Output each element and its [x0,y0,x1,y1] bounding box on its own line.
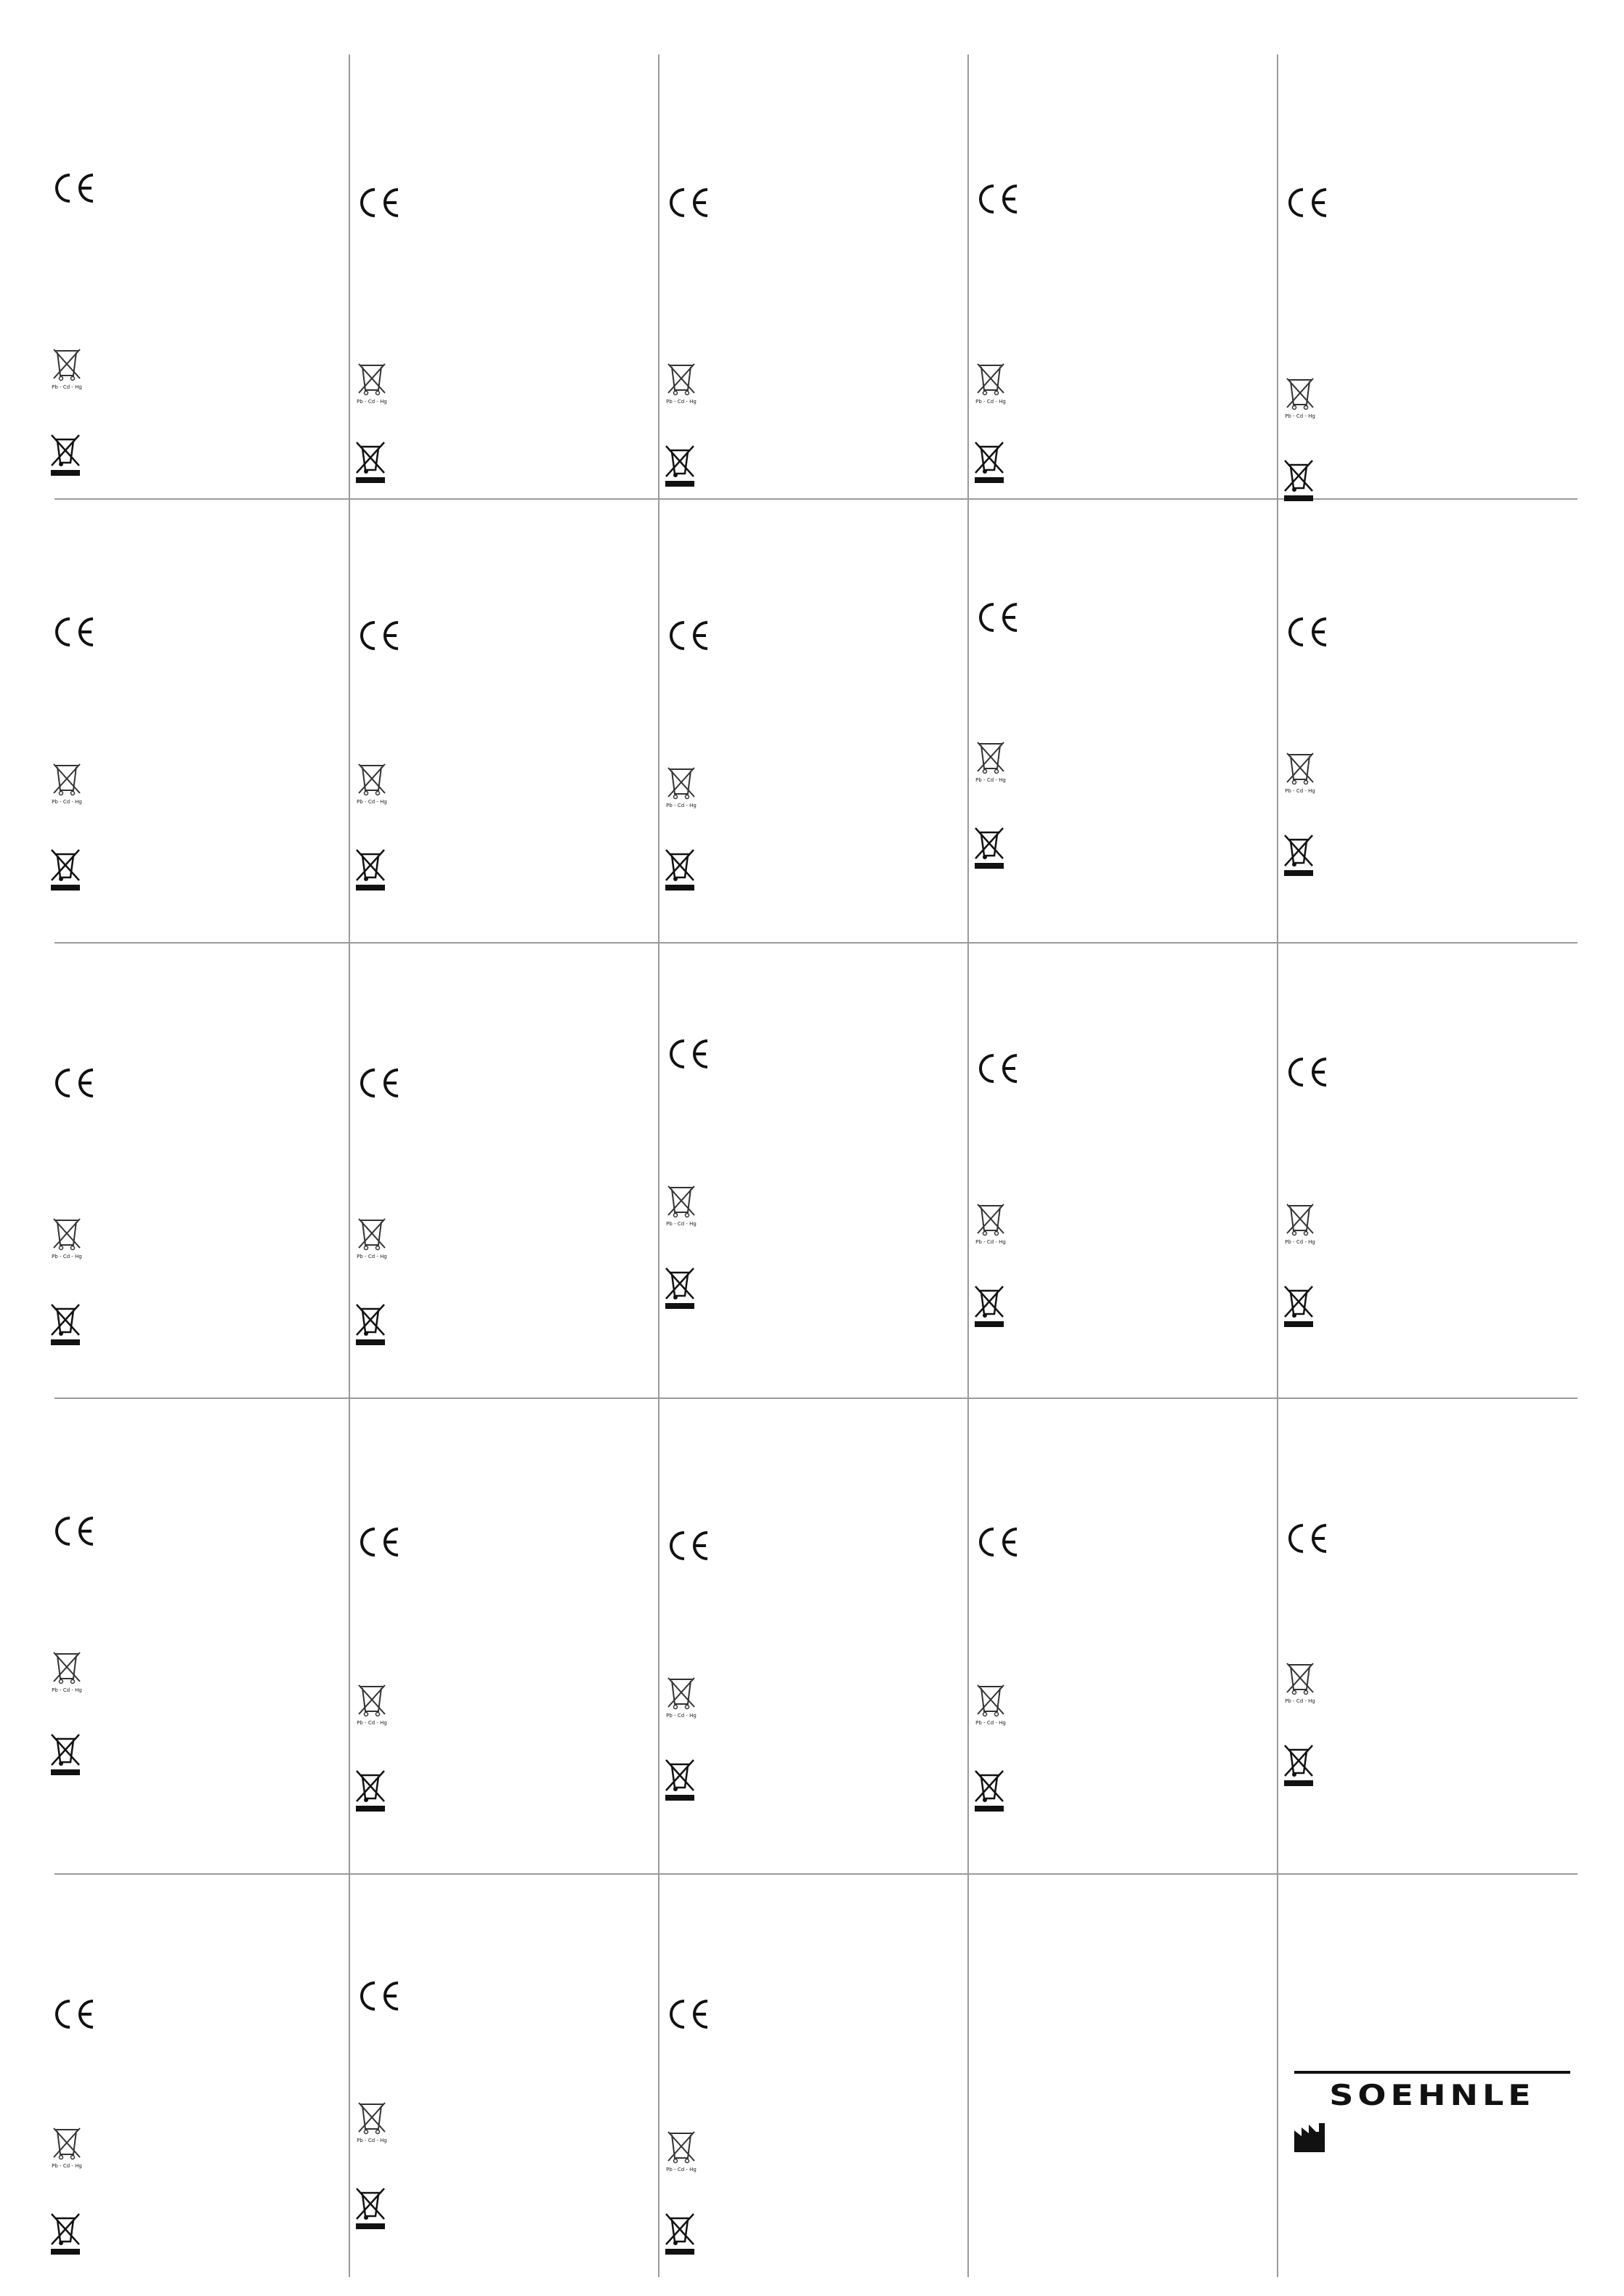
ce-mark-icon [667,618,712,653]
battery-disposal-icon [356,1214,388,1262]
ce-mark-icon [357,185,402,220]
battery-chem-label: Pb - Cd - Hg [52,384,82,390]
battery-disposal-icon [1284,374,1316,422]
weee-bin-icon [664,1265,696,1310]
battery-disposal-icon [1284,1659,1316,1707]
ce-mark-icon [357,1066,402,1100]
factory-icon [1294,2123,1326,2152]
ce-mark-icon [976,600,1021,635]
ce-mark-icon [52,1514,97,1549]
weee-bin-icon [973,1768,1005,1813]
battery-disposal-icon [51,2124,83,2172]
column-divider [1277,54,1278,2277]
weee-bin-icon [49,1302,81,1347]
battery-chem-label: Pb - Cd - Hg [52,2163,82,2169]
weee-bin-icon [354,439,386,484]
battery-chem-label: Pb - Cd - Hg [1285,1239,1315,1245]
ce-mark-icon [52,1066,97,1100]
ce-mark-icon [667,185,712,220]
battery-chem-label: Pb - Cd - Hg [1285,1698,1315,1704]
weee-bin-icon [49,432,81,477]
weee-bin-icon [49,847,81,892]
battery-chem-label: Pb - Cd - Hg [357,2138,387,2143]
weee-bin-icon [973,1283,1005,1328]
column-divider [658,54,659,2277]
ce-mark-icon [52,171,97,206]
weee-bin-icon [1283,832,1315,877]
battery-chem-label: Pb - Cd - Hg [666,1221,697,1227]
battery-chem-label: Pb - Cd - Hg [357,1254,387,1259]
weee-bin-icon [49,1732,81,1777]
weee-bin-icon [354,1302,386,1347]
battery-chem-label: Pb - Cd - Hg [975,1720,1006,1726]
ce-mark-icon [976,182,1021,216]
weee-bin-icon [664,2211,696,2256]
weee-bin-icon [1283,1283,1315,1328]
battery-chem-label: Pb - Cd - Hg [975,777,1006,783]
column-divider [349,54,350,2277]
weee-bin-icon [664,1757,696,1802]
weee-bin-icon [664,847,696,892]
battery-chem-label: Pb - Cd - Hg [1285,413,1315,419]
battery-disposal-icon [665,763,697,811]
battery-disposal-icon [665,1182,697,1230]
ce-mark-icon [52,1997,97,2032]
battery-chem-label: Pb - Cd - Hg [52,1687,82,1693]
battery-disposal-icon [51,1648,83,1696]
row-divider [54,498,1578,500]
battery-chem-label: Pb - Cd - Hg [666,399,697,405]
ce-mark-icon [1286,1055,1331,1090]
row-divider [54,942,1578,944]
battery-disposal-icon [975,738,1007,786]
ce-mark-icon [976,1051,1021,1086]
ce-mark-icon [1286,185,1331,220]
battery-disposal-icon [665,360,697,407]
battery-disposal-icon [975,1681,1007,1729]
battery-disposal-icon [356,760,388,808]
ce-mark-icon [1286,614,1331,649]
column-divider [967,54,969,2277]
battery-disposal-icon [356,1681,388,1729]
battery-chem-label: Pb - Cd - Hg [975,1239,1006,1245]
weee-bin-icon [354,2186,386,2231]
row-divider [54,1398,1578,1399]
battery-disposal-icon [51,1214,83,1262]
battery-chem-label: Pb - Cd - Hg [52,1254,82,1259]
battery-chem-label: Pb - Cd - Hg [52,799,82,805]
battery-chem-label: Pb - Cd - Hg [975,399,1006,405]
ce-mark-icon [976,1525,1021,1559]
weee-bin-icon [354,847,386,892]
battery-disposal-icon [975,1200,1007,1248]
battery-disposal-icon [1284,749,1316,797]
ce-mark-icon [357,618,402,653]
battery-chem-label: Pb - Cd - Hg [666,1713,697,1719]
brand-logo: SOEHNLE [1329,2078,1535,2112]
battery-disposal-icon [665,1674,697,1721]
battery-disposal-icon [1284,1200,1316,1248]
ce-mark-icon [667,1997,712,2032]
battery-chem-label: Pb - Cd - Hg [666,803,697,808]
ce-mark-icon [357,1525,402,1559]
battery-disposal-icon [665,2127,697,2175]
brand-rule [1294,2071,1570,2074]
ce-mark-icon [52,614,97,649]
row-divider [54,1873,1578,1875]
ce-mark-icon [357,1979,402,2013]
battery-disposal-icon [975,360,1007,407]
weee-bin-icon [973,825,1005,870]
brand-block [1294,2071,1570,2158]
weee-bin-icon [664,443,696,488]
weee-bin-icon [354,1768,386,1813]
battery-disposal-icon [51,760,83,808]
weee-bin-icon [1283,1743,1315,1788]
battery-chem-label: Pb - Cd - Hg [357,399,387,405]
weee-bin-icon [973,439,1005,484]
battery-disposal-icon [51,345,83,393]
ce-mark-icon [667,1528,712,1563]
weee-bin-icon [1283,458,1315,503]
ce-mark-icon [1286,1521,1331,1556]
weee-bin-icon [49,2211,81,2256]
battery-disposal-icon [356,360,388,407]
battery-chem-label: Pb - Cd - Hg [357,1720,387,1726]
battery-disposal-icon [356,2098,388,2146]
ce-mark-icon [667,1037,712,1071]
battery-chem-label: Pb - Cd - Hg [666,2167,697,2173]
battery-chem-label: Pb - Cd - Hg [357,799,387,805]
battery-chem-label: Pb - Cd - Hg [1285,788,1315,794]
